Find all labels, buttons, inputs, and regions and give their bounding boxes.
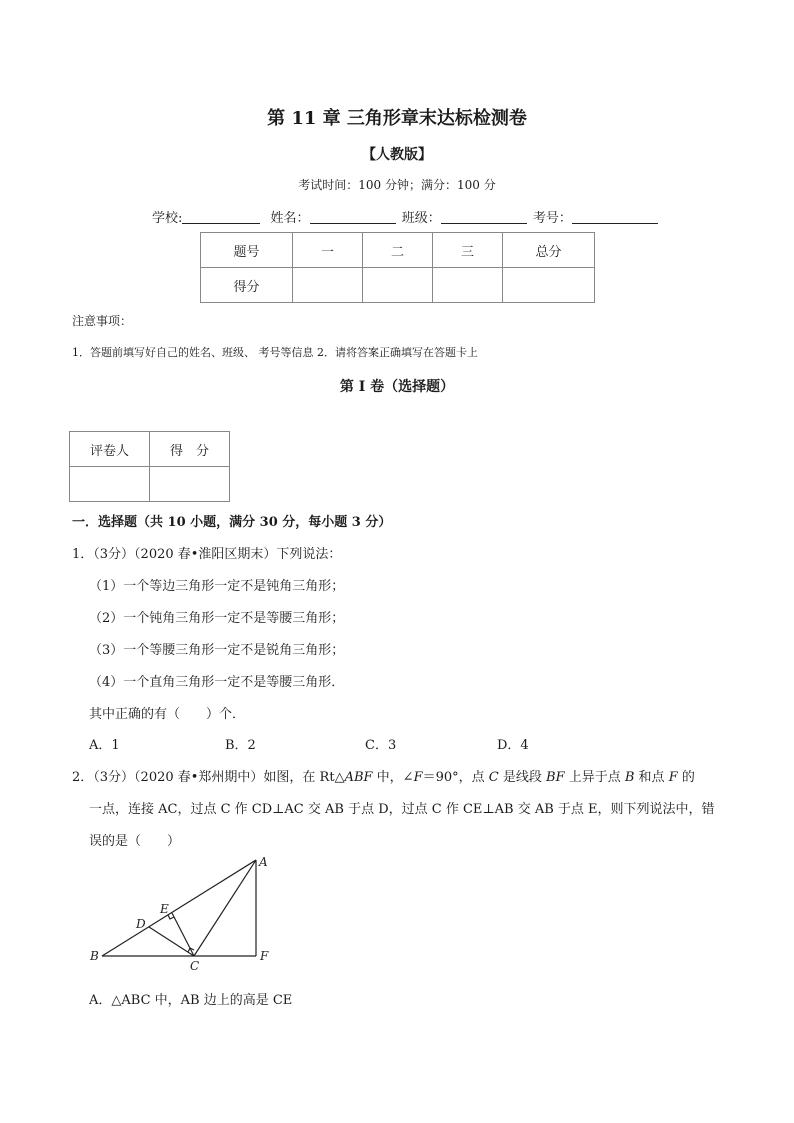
- reviewer-score-label: 得 分: [150, 432, 230, 467]
- q2-var: F: [668, 770, 678, 785]
- reviewer-score-cell[interactable]: [150, 467, 230, 502]
- class-label: 班级：: [401, 211, 441, 226]
- school-label: 学校:: [152, 211, 183, 226]
- q2-text: 和点: [634, 770, 669, 785]
- question-1-statement: （3）一个等腰三角形一定不是锐角三角形；: [89, 643, 345, 658]
- question-1-option-b[interactable]: B．2: [225, 738, 256, 753]
- score-table-header-row: [201, 233, 595, 268]
- score-cell[interactable]: [363, 268, 433, 303]
- school-blank[interactable]: [182, 209, 260, 224]
- label-b: B: [90, 949, 99, 963]
- q2-text: ＝90°，点: [422, 770, 489, 785]
- q2-var: B: [624, 770, 635, 785]
- name-blank[interactable]: [310, 209, 396, 224]
- label-d: D: [136, 917, 146, 931]
- page-title: 第 11 章 三角形章末达标检测卷: [267, 108, 527, 129]
- question-1-option-c[interactable]: C．3: [365, 738, 397, 753]
- question-1-statement: （1）一个等边三角形一定不是钝角三角形；: [89, 579, 345, 594]
- score-table: [200, 232, 595, 303]
- score-cell[interactable]: [433, 268, 503, 303]
- question-1-statement: （2）一个钝角三角形一定不是等腰三角形；: [89, 611, 345, 626]
- reviewer-label: 评卷人: [70, 432, 150, 467]
- label-f: F: [260, 949, 269, 963]
- exam-no-label: 考号：: [532, 211, 572, 226]
- score-table-score-row: [201, 268, 595, 303]
- question-1-option-d[interactable]: D．4: [497, 738, 529, 753]
- part-title: 第 I 卷（选择题）: [339, 379, 455, 395]
- name-label: 姓名：: [270, 211, 310, 226]
- triangle-figure: [84, 850, 284, 976]
- score-header-cell: 总分: [503, 233, 595, 268]
- notes-text: 1．答题前填写好自己的姓名、班级、 考号等信息 2．请将答案正确填写在答题卡上: [72, 346, 478, 359]
- score-header-cell: 题号: [201, 233, 293, 268]
- question-2-line-2: 一点，连接 AC，过点 C 作 CD⊥AC 交 AB 于点 D，过点 C 作 CE⊥AB 交 AB 于点 E，则下列说法中，错: [89, 802, 715, 817]
- exam-time-info: 考试时间：100 分钟；满分：100 分: [298, 178, 496, 192]
- score-header-cell: 三: [433, 233, 503, 268]
- q2-text: 是线段: [498, 770, 547, 785]
- score-header-cell: 一: [293, 233, 363, 268]
- score-header-cell: 二: [363, 233, 433, 268]
- label-c: C: [190, 959, 200, 973]
- edition-label: 【人教版】: [362, 147, 432, 163]
- reviewer-table: [69, 431, 230, 502]
- q2-text: 中，∠: [372, 770, 414, 785]
- notes-title: 注意事项：: [72, 314, 133, 328]
- q2-text: 2．（3分）（2020 春•郑州期中）如图，在 Rt: [72, 770, 335, 785]
- label-a: A: [259, 855, 268, 869]
- segment-ac: [194, 860, 256, 956]
- q2-var: C: [488, 770, 499, 785]
- q2-var: BF: [546, 770, 565, 785]
- q2-text: 的: [677, 770, 695, 785]
- reviewer-cell[interactable]: [70, 467, 150, 502]
- score-row-label: 得分: [201, 268, 293, 303]
- segment-ab: [102, 860, 256, 956]
- section-title: 一．选择题（共 10 小题，满分 30 分，每小题 3 分）: [72, 515, 392, 530]
- q2-text: 上异于点: [564, 770, 625, 785]
- question-1-statement: （4）一个直角三角形一定不是等腰三角形．: [89, 675, 345, 690]
- q2-var: △ABF: [334, 770, 373, 785]
- question-2-option-a[interactable]: A．△ABC 中，AB 边上的高是 CE: [89, 993, 293, 1008]
- question-1-ask: 其中正确的有（ ）个．: [89, 707, 246, 722]
- q2-var: F: [413, 770, 423, 785]
- exam-no-blank[interactable]: [572, 209, 658, 224]
- score-cell[interactable]: [503, 268, 595, 303]
- class-blank[interactable]: [441, 209, 527, 224]
- question-2-line-3: 误的是（ ）: [89, 834, 181, 849]
- label-e: E: [160, 902, 169, 916]
- question-1-stem: 1．（3分）（2020 春•淮阳区期末）下列说法：: [72, 547, 342, 562]
- question-1-option-a[interactable]: A．1: [89, 738, 120, 753]
- question-2-line-1: [72, 766, 695, 785]
- student-info-line: [152, 207, 658, 226]
- score-cell[interactable]: [293, 268, 363, 303]
